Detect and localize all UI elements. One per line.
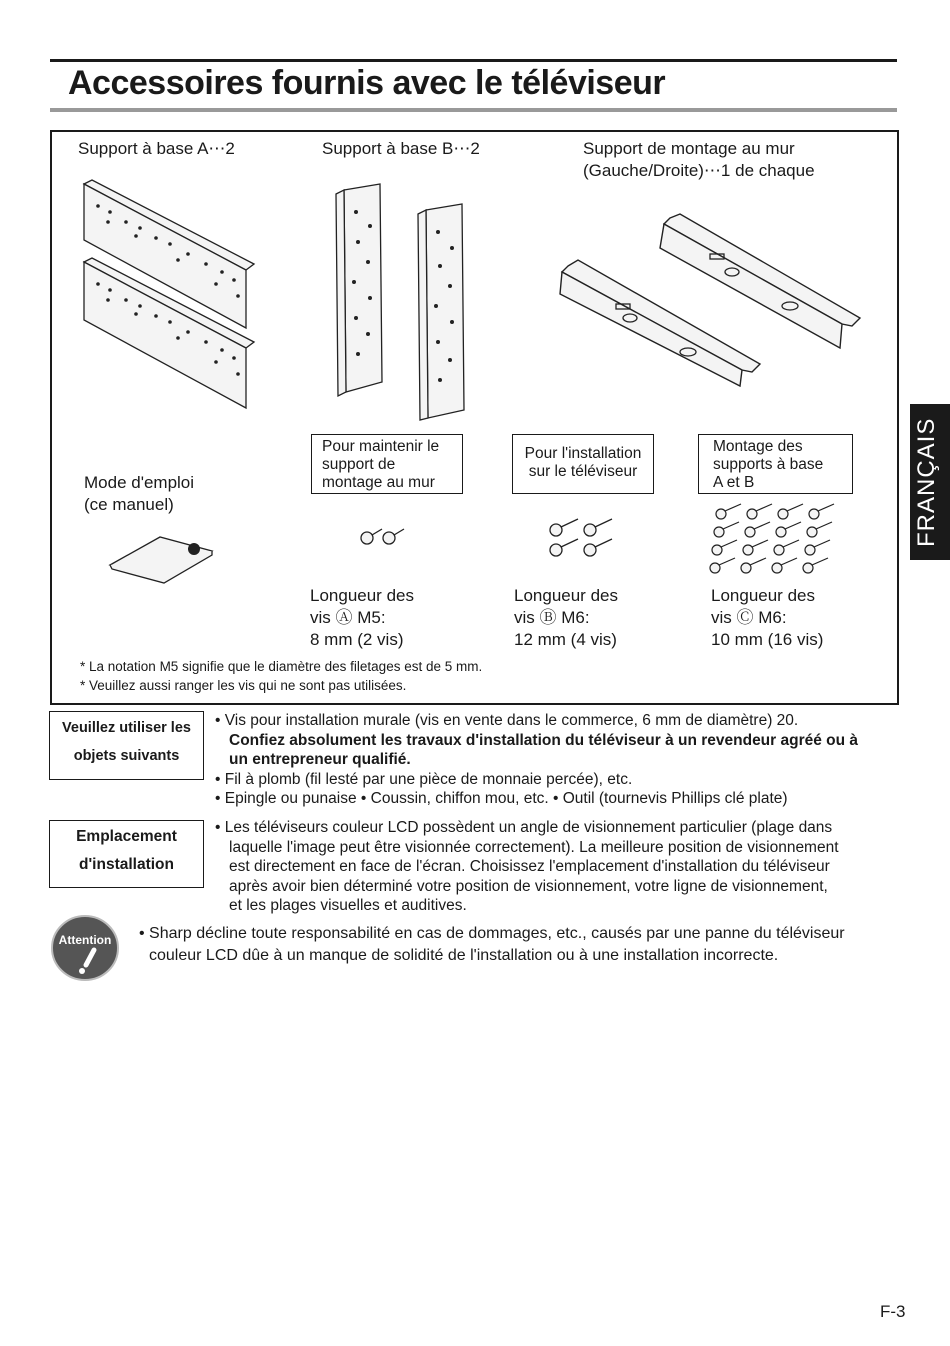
screw-icon: [714, 522, 739, 537]
screw-b-length-2: vis Ⓑ M6:: [514, 608, 590, 627]
placement-line: • Les téléviseurs couleur LCD possèdent un angle de visionnement particulier (plage dans: [215, 819, 833, 836]
screw-icon: [803, 558, 828, 573]
screw-icon: [745, 522, 770, 537]
footnote: * Veuillez aussi ranger les vis qui ne sont pas utilisées.: [80, 678, 407, 693]
screw-c-purpose-box: [698, 434, 853, 494]
page-title: Accessoires fournis avec le téléviseur: [68, 64, 666, 102]
footnote: * La notation M5 signifie que le diamètre des filetages est de 5 mm.: [80, 659, 483, 674]
manual-illustration: [108, 535, 214, 583]
use-items-label-box: [49, 711, 204, 780]
screw-icon: [805, 540, 830, 555]
use-items-list: [215, 711, 858, 809]
screw-c-purpose-line: supports à base: [713, 456, 824, 473]
screw-c-purpose-line: A et B: [713, 474, 755, 491]
attention-icon: [50, 915, 120, 981]
attention-text: [139, 923, 845, 967]
title-rule-top: [50, 59, 897, 62]
use-item-bullet: • Fil à plomb (fil lesté par une pièce de monnaie percée), etc.: [215, 770, 633, 788]
screw-icon: [807, 522, 832, 537]
use-item-bullet: • Vis pour installation murale (vis en vente dans le commerce, 6 mm de diamètre) 20.: [215, 712, 799, 729]
screw-c-length-2: vis Ⓒ M6:: [711, 608, 787, 627]
screw-a-purpose-line: support de: [322, 456, 396, 473]
title-rule-bottom: [50, 108, 897, 112]
screw-icon: [712, 540, 737, 555]
wall-mount-illustration: [560, 214, 865, 386]
placement-line: laquelle l'image peut être visionnée correctement). La meilleure position de visionnement: [229, 838, 839, 856]
use-item-bold: un entrepreneur qualifié.: [229, 751, 411, 768]
screw-icon: [772, 558, 797, 573]
support-b-label: Support à base B⋯2: [322, 139, 480, 158]
screw-icon: [716, 504, 741, 519]
use-item-bullet: • Epingle ou punaise • Coussin, chiffon mou, etc. • Outil (tournevis Phillips clé plate): [215, 790, 788, 807]
attention-line: couleur LCD dûe à un manque de solidité de l'installation ou à une installation incorrecte.: [149, 947, 779, 964]
screw-b-purpose-line: sur le téléviseur: [528, 463, 638, 480]
screw-a-purpose-line: montage au mur: [322, 474, 435, 491]
placement-label-box: [49, 820, 204, 888]
support-b-illustration: [330, 182, 470, 420]
page-number: F-3: [880, 1302, 906, 1321]
placement-line: après avoir bien déterminé votre position de visionnement, votre ligne de visionnement,: [229, 877, 828, 895]
screw-a-length-3: 8 mm (2 vis): [310, 630, 404, 649]
screw-a-purpose-box: [311, 434, 463, 494]
screw-c-length-1: Longueur des: [711, 586, 815, 605]
screw-icon: [776, 522, 801, 537]
placement-text: [215, 818, 839, 916]
screw-icon: [747, 504, 772, 519]
screw-icon: [774, 540, 799, 555]
screw-b-purpose-box: [512, 434, 654, 494]
manual-label-2: (ce manuel): [84, 495, 174, 514]
screw-b-illustration: [546, 516, 616, 560]
placement-label-1: Emplacement: [76, 828, 177, 845]
wall-mount-label-2: (Gauche/Droite)⋯1 de chaque: [583, 161, 815, 180]
support-a-illustration: [78, 178, 258, 413]
screw-a-purpose-line: Pour maintenir le: [322, 438, 440, 455]
screw-b-purpose-line: Pour l'installation: [524, 445, 642, 462]
screw-icon: [710, 558, 735, 573]
screw-icon: [741, 558, 766, 573]
screw-b-length-1: Longueur des: [514, 586, 618, 605]
screw-icon: [778, 504, 803, 519]
use-items-label-2: objets suivants: [73, 748, 180, 764]
placement-line: et les plages visuelles et auditives.: [229, 897, 467, 914]
manual-label-1: Mode d'emploi: [84, 473, 195, 492]
attention-icon-label: Attention: [58, 933, 112, 947]
screw-c-illustration: [713, 504, 843, 580]
screw-a-illustration: [358, 524, 408, 548]
use-items-label-1: Veuillez utiliser les: [62, 720, 191, 736]
screw-c-length-3: 10 mm (16 vis): [711, 630, 824, 649]
support-a-label: Support à base A⋯2: [78, 139, 235, 158]
screw-a-length-2: vis Ⓐ M5:: [310, 608, 386, 627]
language-tab-label: FRANÇAIS: [913, 417, 940, 547]
screw-c-purpose-line: Montage des: [713, 438, 803, 455]
placement-label-2: d'installation: [79, 856, 174, 873]
placement-line: est directement en face de l'écran. Choisissez l'emplacement d'installation du téléviseur: [229, 858, 830, 875]
screw-icon: [743, 540, 768, 555]
screw-icon: [809, 504, 834, 519]
use-item-bold: Confiez absolument les travaux d'installation du téléviseur à un revendeur agréé ou à: [229, 731, 859, 749]
attention-line: • Sharp décline toute responsabilité en cas de dommages, etc., causés par une panne du téléviseur: [139, 925, 845, 942]
screw-b-length-3: 12 mm (4 vis): [514, 630, 617, 649]
wall-mount-label-1: Support de montage au mur: [583, 139, 795, 158]
screw-a-length-1: Longueur des: [310, 586, 414, 605]
